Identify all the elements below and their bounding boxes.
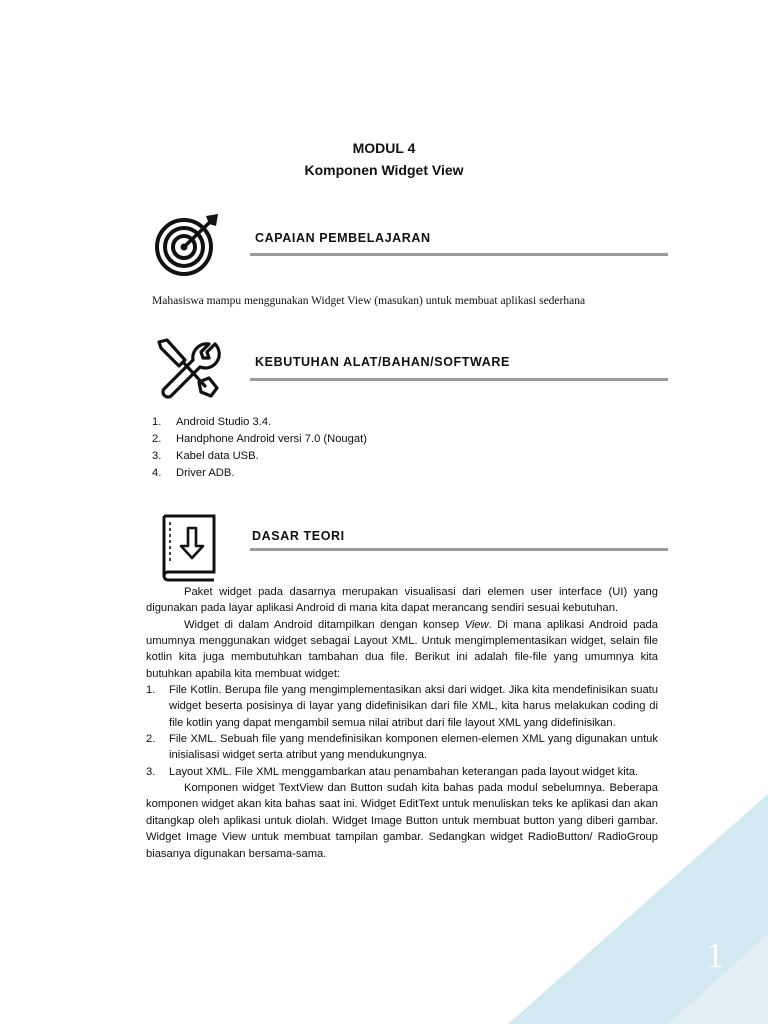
list-item: 1. File Kotlin. Berupa file yang mengimplementasikan aksi dari widget. Jika kita mendefinisikan suatu widget beserta posisinya di layar yang didefinisikan dari file XML, kita harus melakukan coding di file kotlin yang dapat mengambil semua nilai atribut dari file layout XML yang didefinisikan. [146, 684, 658, 729]
tools-list [152, 414, 552, 482]
paragraph: Komponen widget TextView dan Button sudah kita bahas pada modul sebelumnya. Beberapa komponen widget akan kita bahas saat ini. Widget EditText untuk menuliskan teks ke aplikasi dan akan ditangkap oleh aplikasi untuk diolah. Widget Image Button untuk membuat button yang diberi gambar. Widget Image View untuk membuat tampilan gambar. Sedangkan widget RadioButton/ RadioGroup biasanya digunakan bersama-sama. [146, 782, 658, 860]
page-title [0, 138, 768, 180]
target-icon [152, 210, 224, 278]
module-label: MODUL 4 [352, 140, 416, 156]
section-heading-goals: CAPAIAN PEMBELAJARAN [255, 231, 431, 245]
list-item: 2. Handphone Android versi 7.0 (Nougat) [152, 433, 367, 445]
goal-text: Mahasiswa mampu menggunakan Widget View (masukan) untuk membuat aplikasi sederhana [152, 295, 586, 307]
section-heading-theory: DASAR TEORI [252, 529, 345, 543]
divider [250, 378, 668, 381]
list-item: 2. File XML. Sebuah file yang mendefinisikan komponen elemen-elemen XML yang digunakan untuk inisialisasi widget serta atribut yang mendukungnya. [146, 733, 658, 762]
page-number: 1 [706, 935, 724, 975]
divider [250, 548, 668, 551]
module-title: Komponen Widget View [304, 162, 464, 178]
section-heading-tools: KEBUTUHAN ALAT/BAHAN/SOFTWARE [255, 355, 510, 369]
paragraph: Paket widget pada dasarnya merupakan visualisasi dari elemen user interface (UI) yang digunakan pada layar aplikasi Android di mana kita dapat merancang sendiri sesuai kebutuhan. [146, 586, 658, 615]
divider [250, 253, 668, 256]
book-download-icon [158, 512, 220, 582]
list-item: 3. Kabel data USB. [152, 450, 259, 462]
tools-icon [155, 338, 221, 400]
paragraph: Widget di dalam Android ditampilkan dengan konsep View. Di mana aplikasi Android pada umumnya menggunakan widget sebagai Layout XML. Untuk mengimplementasikan widget, selain file kotlin kita juga membutuhkan tambahan dua file. Berikut ini adalah file-file yang umumnya kita butuhkan apabila kita membuat widget: [146, 618, 658, 680]
list-item: 1. Android Studio 3.4. [152, 416, 272, 428]
list-item: 3. Layout XML. File XML menggambarkan atau penambahan keterangan pada layout widget kita. [146, 765, 639, 778]
file-list [146, 682, 658, 780]
theory-body [146, 584, 658, 862]
list-item: 4. Driver ADB. [152, 467, 235, 479]
